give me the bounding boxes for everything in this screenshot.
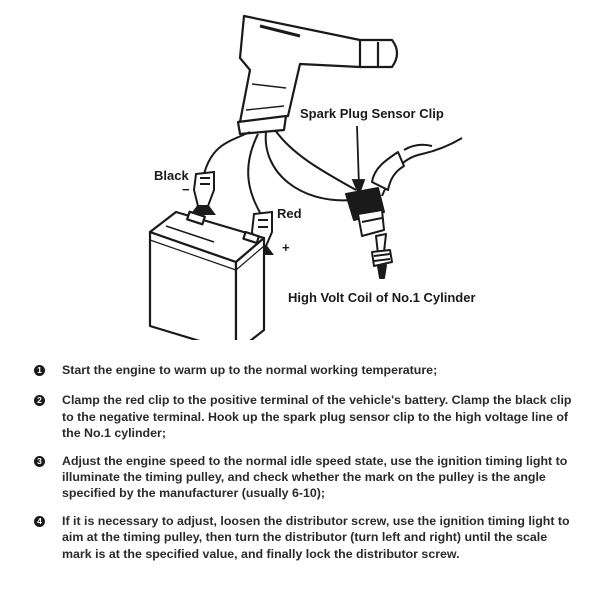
step-number-badge: 1 — [34, 365, 45, 376]
step-text: Clamp the red clip to the positive terminal of the vehicle's battery. Clamp the black clip to the negative terminal. Hook up the spark plug sensor clip to the high voltage line of the No.1 cylinder; — [62, 393, 572, 441]
battery-icon — [150, 212, 264, 340]
spark-plug-sensor-clip-label: Spark Plug Sensor Clip — [300, 106, 444, 121]
step-number-badge: 2 — [34, 395, 45, 406]
step-text: Start the engine to warm up to the normal working temperature; — [62, 363, 438, 377]
step-text: Adjust the engine speed to the normal idle speed state, use the ignition timing light to illuminate the timing pulley, and check whether the mark on the pulley is the angle specified by the manufacturer (usually 6-10); — [62, 453, 568, 501]
red-label: Red — [277, 206, 302, 221]
step-number-badge: 4 — [34, 516, 45, 527]
black-clip-icon — [192, 172, 214, 214]
instruction-step — [28, 392, 576, 441]
spark-plug-sensor-clip-icon — [346, 188, 384, 236]
instruction-steps — [28, 362, 576, 573]
step-number-badge: 3 — [34, 456, 45, 467]
step-text: If it is necessary to adjust, loosen the distributor screw, use the ignition timing light to aim at the timing pulley, then turn the distributor (turn left and right) until the scale mark is at the specified value, and finally lock the distributor screw. — [62, 513, 570, 561]
instruction-step — [28, 362, 576, 378]
black-sign-label: − — [182, 182, 190, 197]
instruction-step — [28, 453, 576, 502]
instruction-step — [28, 513, 576, 562]
cables — [204, 130, 462, 216]
black-label: Black — [154, 168, 189, 183]
red-sign-label: + — [282, 240, 290, 255]
pointer-arrow-icon — [353, 126, 364, 194]
high-volt-coil-label: High Volt Coil of No.1 Cylinder — [288, 290, 476, 305]
